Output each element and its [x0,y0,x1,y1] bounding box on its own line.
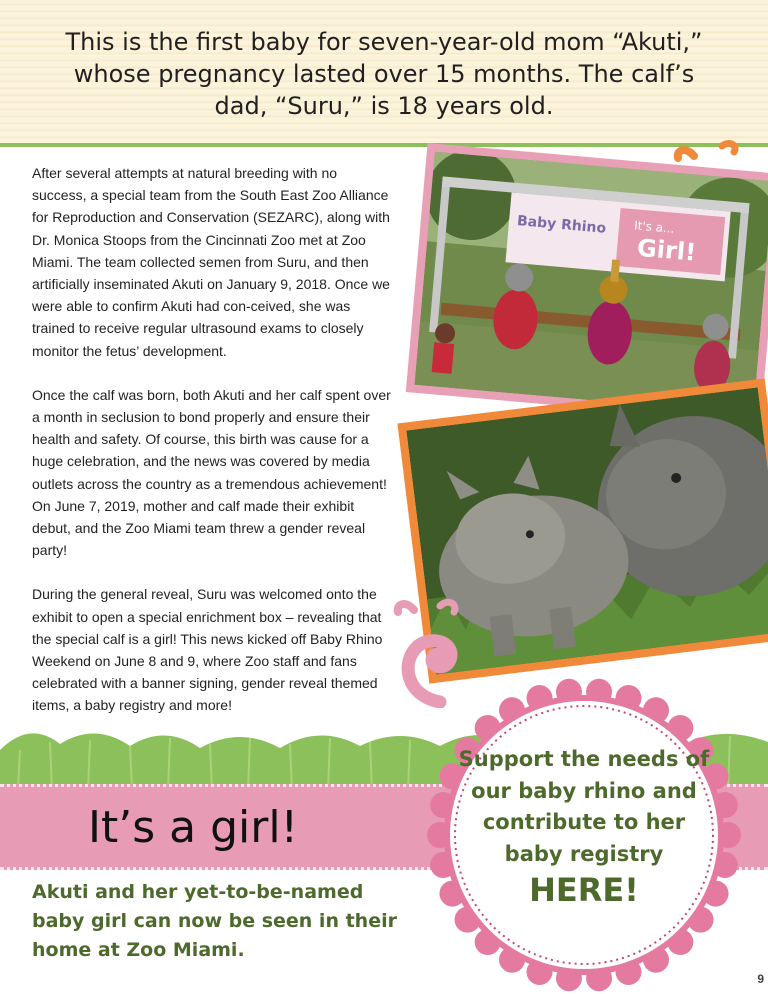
registry-support-text: Support the needs of our baby rhino and contribute to her baby registry [458,747,710,866]
banner-text-2: Girl! [636,233,698,267]
registry-here-link[interactable]: HERE! [529,871,639,909]
paragraph-3: During the general reveal, Suru was welcomed onto the exhibit to open a special enrichment box – revealing that the special calf is a girl! This news kicked off Baby Rhino Weekend on June 8 and 9, where Zoo staff and fans celebrated with a banner signing, gender reveal themed items, a baby registry and more! [32,586,383,714]
reveal-party-photo [406,143,768,423]
banner-logo-text: Baby Rhino [516,213,607,237]
paragraph-1: After several attempts at natural breeding with no success, a special team from the South East Zoo Alliance for Reproduction and Conservation (SEZARC), along with Dr. Monica Stoops from the Cincinnati Zoo met at Zoo Miami. The team collected semen from Suru, and then artificially inseminated Akuti on January 9, 2018. Once we were able to confirm Akuti had con-ceived, she was trained to receive regular ultrasound exams to closely monitor the fetus’ development. [32,165,390,359]
page-number: 9 [757,972,764,986]
headline: This is the first baby for seven-year-old mom “Akuti,” whose pregnancy lasted over 15 months. The calf’s dad, “Suru,” is 18 years old. [65,28,703,120]
article-body [32,162,392,739]
availability-text: Akuti and her yet-to-be-named baby girl can now be seen in their home at Zoo Miami. [32,881,397,961]
paragraph-2: Once the calf was born, both Akuti and her calf spent over a month in seclusion to bond properly and ensure their health and safety. Of course, this birth was cause for a huge celebration, and the news was covered by media outlets across the country as a tremendous achievement! On June 7, 2019, mother and calf made their exhibit debut, and the Zoo Miami team threw a gender reveal party! [32,386,391,559]
header-rule [0,143,768,147]
banner-text-1: It's a... [633,218,676,236]
its-a-girl-heading: It’s a girl! [88,802,299,853]
